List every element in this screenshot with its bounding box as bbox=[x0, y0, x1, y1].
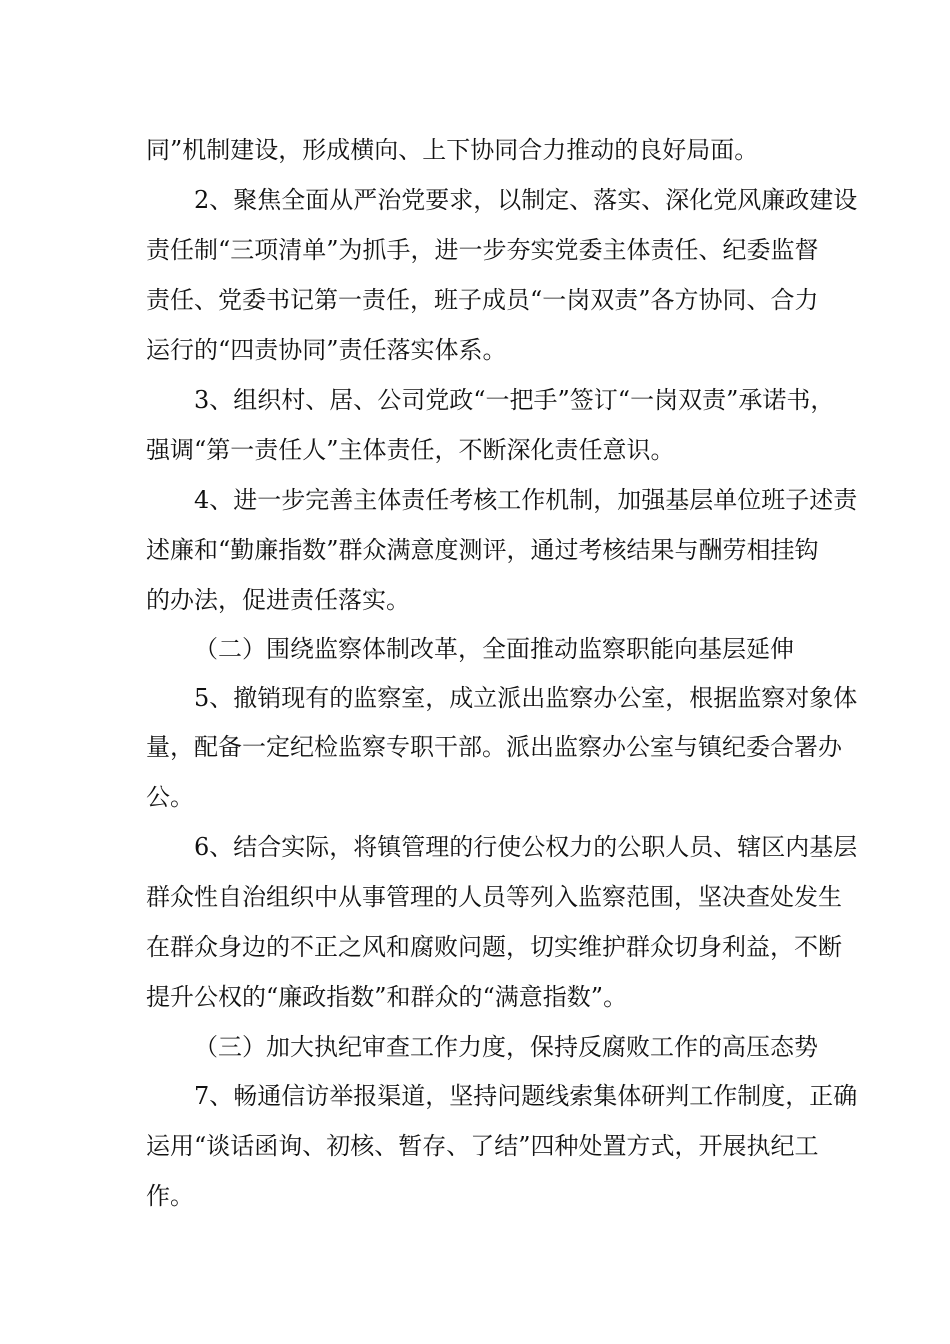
paragraph-2-line-2: 责任制“三项清单”为抓手，进一步夯实党委主体责任、纪委监督 bbox=[146, 236, 819, 264]
paragraph-5-line-2: 量，配备一定纪检监察专职干部。派出监察办公室与镇纪委合署办 bbox=[146, 733, 842, 761]
paragraph-4-line-2: 述廉和“勤廉指数”群众满意度测评，通过考核结果与酬劳相挂钩 bbox=[146, 536, 819, 564]
paragraph-6-line-1: 6、结合实际，将镇管理的行使公权力的公职人员、辖区内基层 bbox=[194, 833, 858, 861]
paragraph-6-line-4: 提升公权的“廉政指数”和群众的“满意指数”。 bbox=[146, 983, 628, 1011]
paragraph-5-line-1: 5、撤销现有的监察室，成立派出监察办公室，根据监察对象体 bbox=[194, 684, 858, 712]
section-heading-3: （三）加大执纪审查工作力度，保持反腐败工作的高压态势 bbox=[194, 1033, 818, 1061]
paragraph-3-line-1: 3、组织村、居、公司党政“一把手”签订“一岗双责”承诺书， bbox=[194, 386, 835, 414]
paragraph-4-line-1: 4、进一步完善主体责任考核工作机制，加强基层单位班子述责 bbox=[194, 486, 858, 514]
paragraph-6-line-2: 群众性自治组织中从事管理的人员等列入监察范围，坚决查处发生 bbox=[146, 883, 842, 911]
paragraph-7-line-2: 运用“谈话函询、初核、暂存、了结”四种处置方式，开展执纪工 bbox=[146, 1132, 819, 1160]
paragraph-2-line-1: 2、聚焦全面从严治党要求，以制定、落实、深化党风廉政建设 bbox=[194, 186, 858, 214]
paragraph-6-line-3: 在群众身边的不正之风和腐败问题，切实维护群众切身利益，不断 bbox=[146, 933, 842, 961]
paragraph-4-line-3: 的办法，促进责任落实。 bbox=[146, 586, 410, 614]
paragraph-7-line-1: 7、畅通信访举报渠道，坚持问题线索集体研判工作制度，正确 bbox=[194, 1082, 858, 1110]
paragraph-5-line-3: 公。 bbox=[146, 783, 194, 811]
paragraph-3-line-2: 强调“第一责任人”主体责任，不断深化责任意识。 bbox=[146, 436, 675, 464]
paragraph-1-line-1: 同”机制建设，形成横向、上下协同合力推动的良好局面。 bbox=[146, 136, 759, 164]
paragraph-2-line-3: 责任、党委书记第一责任，班子成员“一岗双责”各方协同、合力 bbox=[146, 286, 819, 314]
section-heading-2: （二）围绕监察体制改革，全面推动监察职能向基层延伸 bbox=[194, 635, 794, 663]
paragraph-7-line-3: 作。 bbox=[146, 1182, 194, 1210]
paragraph-2-line-4: 运行的“四责协同”责任落实体系。 bbox=[146, 336, 507, 364]
